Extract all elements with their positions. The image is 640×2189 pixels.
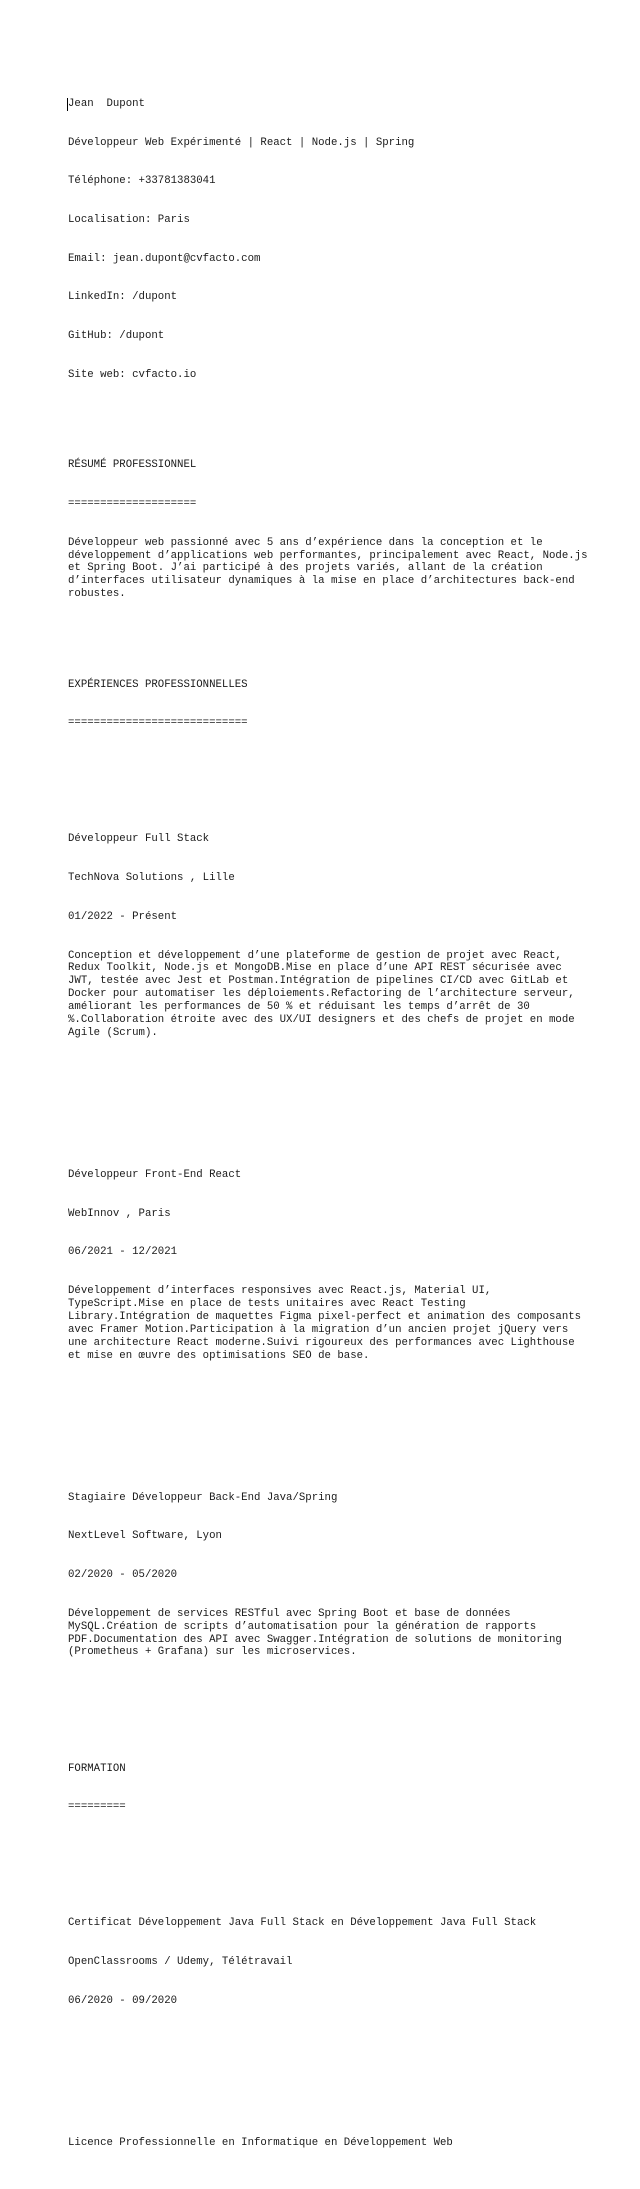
job-role: Développeur Front-End React bbox=[68, 1168, 242, 1181]
education-degree: Licence Professionnelle en Informatique en Développement Web bbox=[68, 2136, 453, 2149]
phone: Téléphone: +33781383041 bbox=[68, 175, 216, 188]
job-dates: 06/2021 - 12/2021 bbox=[68, 1246, 178, 1259]
github: GitHub: /dupont bbox=[68, 330, 165, 343]
job-entry bbox=[68, 1466, 588, 1685]
location: Localisation: Paris bbox=[68, 213, 190, 226]
headline: Développeur Web Expérimenté | React | Node.js | Spring bbox=[68, 136, 415, 149]
education-entry bbox=[68, 1892, 588, 2034]
resume-document[interactable] bbox=[68, 72, 594, 2189]
job-dates: 02/2020 - 05/2020 bbox=[68, 1569, 178, 1582]
job-dates: 01/2022 - Présent bbox=[68, 910, 178, 923]
job-description: Développement d’interfaces responsives avec React.js, Material UI, TypeScript.Mise en place de tests unitaires avec React Testing Library.Intégration de maquettes Figma pixel-perfect et animation des composants avec Framer Motion.Participation à la migration d’un ancien projet jQuery vers une architecture React moderne.Suivi rigoureux des performances avec Lighthouse et mise en œuvre des optimisations SEO de base. bbox=[68, 1285, 588, 1362]
website: Site web: cvfacto.io bbox=[68, 368, 197, 381]
job-company: NextLevel Software, Lyon bbox=[68, 1530, 222, 1543]
summary-text: Développeur web passionné avec 5 ans d’expérience dans la conception et le développement d’applications web performantes, principalement avec React, Node.js et Spring Boot. J’ai participé à des projets variés, allant de la création d’interfaces utilisateur dynamiques à la mise en place d’architectures back-end robustes. bbox=[68, 536, 594, 601]
candidate-name: Jean Dupont bbox=[67, 98, 588, 111]
summary-title: RÉSUMÉ PROFESSIONNEL bbox=[68, 459, 197, 472]
experience-title: EXPÉRIENCES PROFESSIONNELLES bbox=[68, 678, 248, 691]
job-role: Développeur Full Stack bbox=[68, 833, 210, 846]
education-title: FORMATION bbox=[68, 1762, 126, 1775]
job-role: Stagiaire Développeur Back-End Java/Spring bbox=[68, 1491, 338, 1504]
job-entry bbox=[68, 1143, 588, 1388]
linkedin: LinkedIn: /dupont bbox=[68, 291, 178, 304]
job-company: WebInnov , Paris bbox=[68, 1207, 171, 1220]
education-dates: 06/2020 - 09/2020 bbox=[68, 1994, 178, 2007]
education-underline: ========= bbox=[68, 1801, 126, 1814]
job-description: Conception et développement d’une plateforme de gestion de projet avec React, Redux Toolkit, Node.js et MongoDB.Mise en place d’une API REST sécurisée avec JWT, testée avec Jest et Postman.Intégration de pipelines CI/CD avec GitLab et Docker pour automatiser les déploiements.Refactoring de l’architecture serveur, améliorant les performances de 50 % et réduisant les temps d’arrêt de 30 %.Collaboration étroite avec des UX/UI designers et des chefs de projet en mode Agile (Scrum). bbox=[68, 949, 582, 1040]
education-degree: Certificat Développement Java Full Stack en Développement Java Full Stack bbox=[68, 1917, 537, 1930]
summary-underline: ==================== bbox=[68, 497, 197, 510]
education-school: OpenClassrooms / Udemy, Télétravail bbox=[68, 1956, 293, 1969]
experience-underline: ============================ bbox=[68, 717, 248, 730]
job-description: Développement de services RESTful avec Spring Boot et base de données MySQL.Création de scripts d’automatisation pour la génération de rapports PDF.Documentation des API avec Swagger.Intégration de solutions de monitoring (Prometheus + Grafana) sur les microservices. bbox=[68, 1607, 569, 1659]
education-entry bbox=[68, 2111, 588, 2176]
email: Email: jean.dupont@cvfacto.com bbox=[68, 252, 261, 265]
job-entry bbox=[68, 808, 588, 1066]
job-company: TechNova Solutions , Lille bbox=[68, 872, 235, 885]
